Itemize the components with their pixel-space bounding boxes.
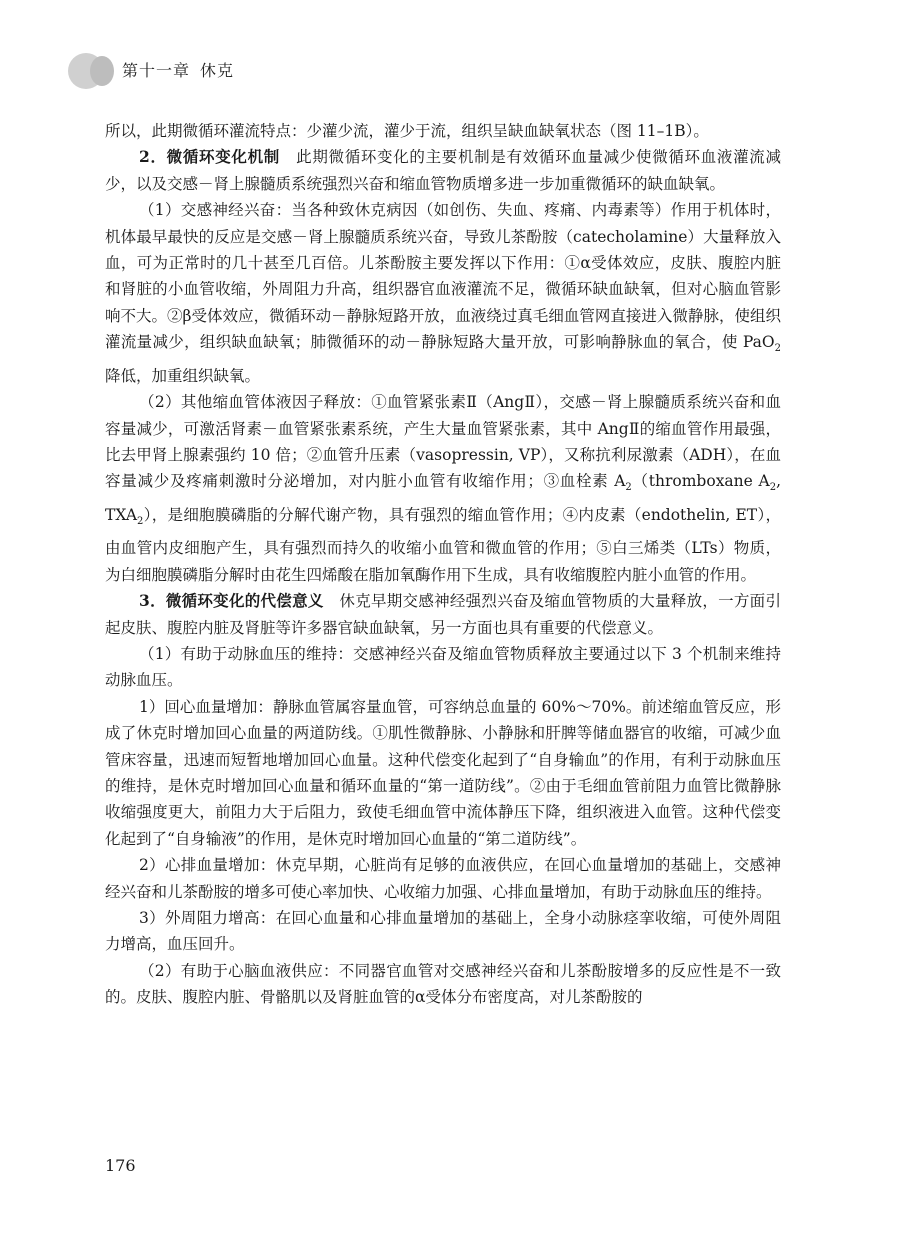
page-body (105, 118, 781, 1011)
paragraph-1: 所以，此期微循环灌流特点：少灌少流，灌少于流，组织呈缺血缺氧状态（图 11–1B）。 (105, 122, 709, 140)
header-decoration-shade (90, 56, 114, 86)
paragraph-10: （2）有助于心脑血液供应：不同器官血管对交感神经兴奋和儿茶酚胺增多的反应性是不一致的。皮肤、腹腔内脏、骨骼肌以及肾脏血管的α受体分布密度高，对儿茶酚胺的 (105, 961, 781, 1007)
paragraph-7: 1）回心血量增加：静脉血管属容量血管，可容纳总血量的 60%～70%。前述缩血管反应，形成了休克时增加回心血量的两道防线。①肌性微静脉、小静脉和肝脾等储血器官的收缩，可减少血管床容量，迅速而短暂地增加回心血量。这种代偿变化起到了“自身输血”的作用，有利于动脉血压的维持，是休克时增加回心血量和循环血量的“第一道防线”。②由于毛细血管前阻力血管比微静脉收缩强度更大，前阻力大于后阻力，致使毛细血管中流体静压下降，组织液进入血管。这种代偿变化起到了“自身输液”的作用，是休克时增加回心血量的“第二道防线”。 (105, 697, 781, 848)
section-heading: 2．微循环变化机制 (139, 147, 280, 167)
section-heading: 3．微循环变化的代偿意义 (139, 591, 324, 611)
chapter-title: 休克 (200, 61, 235, 80)
paragraph-2: 2．微循环变化机制 此期微循环变化的主要机制是有效循环血量减少使微循环血液灌流减少，以及交感－肾上腺髓质系统强烈兴奋和缩血管物质增多进一步加重微循环的缺血缺氧。 (105, 147, 781, 193)
chapter-heading (122, 58, 234, 81)
paragraph-5: 3．微循环变化的代偿意义 休克早期交感神经强烈兴奋及缩血管物质的大量释放，一方面引起皮肤、腹腔内脏及肾脏等许多器官缺血缺氧，另一方面也具有重要的代偿意义。 (105, 591, 781, 637)
paragraph-8: 2）心排血量增加：休克早期，心脏尚有足够的血液供应，在回心血量增加的基础上，交感神经兴奋和儿茶酚胺的增多可使心率加快、心收缩力加强、心排血量增加，有助于动脉血压的维持。 (105, 856, 781, 901)
page-number: 176 (105, 1156, 136, 1175)
chapter-number: 第十一章 (122, 61, 191, 80)
running-header (68, 50, 368, 90)
paragraph-4: （2）其他缩血管体液因子释放：①血管紧张素Ⅱ（AngⅡ），交感－肾上腺髓质系统兴奋和血容量减少，可激活肾素－血管紧张素系统，产生大量血管紧张素，其中 AngⅡ的缩血管作用最强，比去甲肾上腺素强约 10 倍；②血管升压素（vasopressin, VP），又称抗利尿激素（ADH），在血容量减少及疼痛刺激时分泌增加，对内脏小血管有收缩作用；③血栓素 $A_2(thromboxane$ $A_2$, $TXA_2$），是细胞膜磷脂的分解代谢产物，具有强烈的缩血管作用；④内皮素（endothelin, ET），由血管内皮细胞产生，具有强烈而持久的收缩小血管和微血管的作用；⑤白三烯类（LTs）物质，为白细胞膜磷脂分解时由花生四烯酸在脂加氧酶作用下生成，具有收缩腹腔内脏小血管的作用。 (105, 393, 782, 584)
paragraph-9: 3）外周阻力增高：在回心血量和心排血量增加的基础上，全身小动脉痉挛收缩，可使外周阻力增高，血压回升。 (105, 909, 781, 954)
paragraph-6: （1）有助于动脉血压的维持：交感神经兴奋及缩血管物质释放主要通过以下 3 个机制来维持动脉血压。 (105, 645, 781, 690)
paragraph-3: （1）交感神经兴奋：当各种致休克病因（如创伤、失血、疼痛、内毒素等）作用于机体时，机体最早最快的反应是交感－肾上腺髓质系统兴奋，导致儿茶酚胺（catecholamine）大量释放入血，可为正常时的几十甚至几百倍。儿茶酚胺主要发挥以下作用：①α受体效应，皮肤、腹腔内脏和肾脏的小血管收缩，外周阻力升高，组织器官血液灌流不足，微循环缺血缺氧，但对心脑血管影响不大。②β受体效应，微循环动－静脉短路开放，血液绕过真毛细血管网直接进入微静脉，使组织灌流量减少，组织缺血缺氧；肺微循环的动－静脉短路大量开放，可影响静脉血的氧合，使 PaO$_2$ 降低，加重组织缺氧。 (105, 201, 781, 385)
